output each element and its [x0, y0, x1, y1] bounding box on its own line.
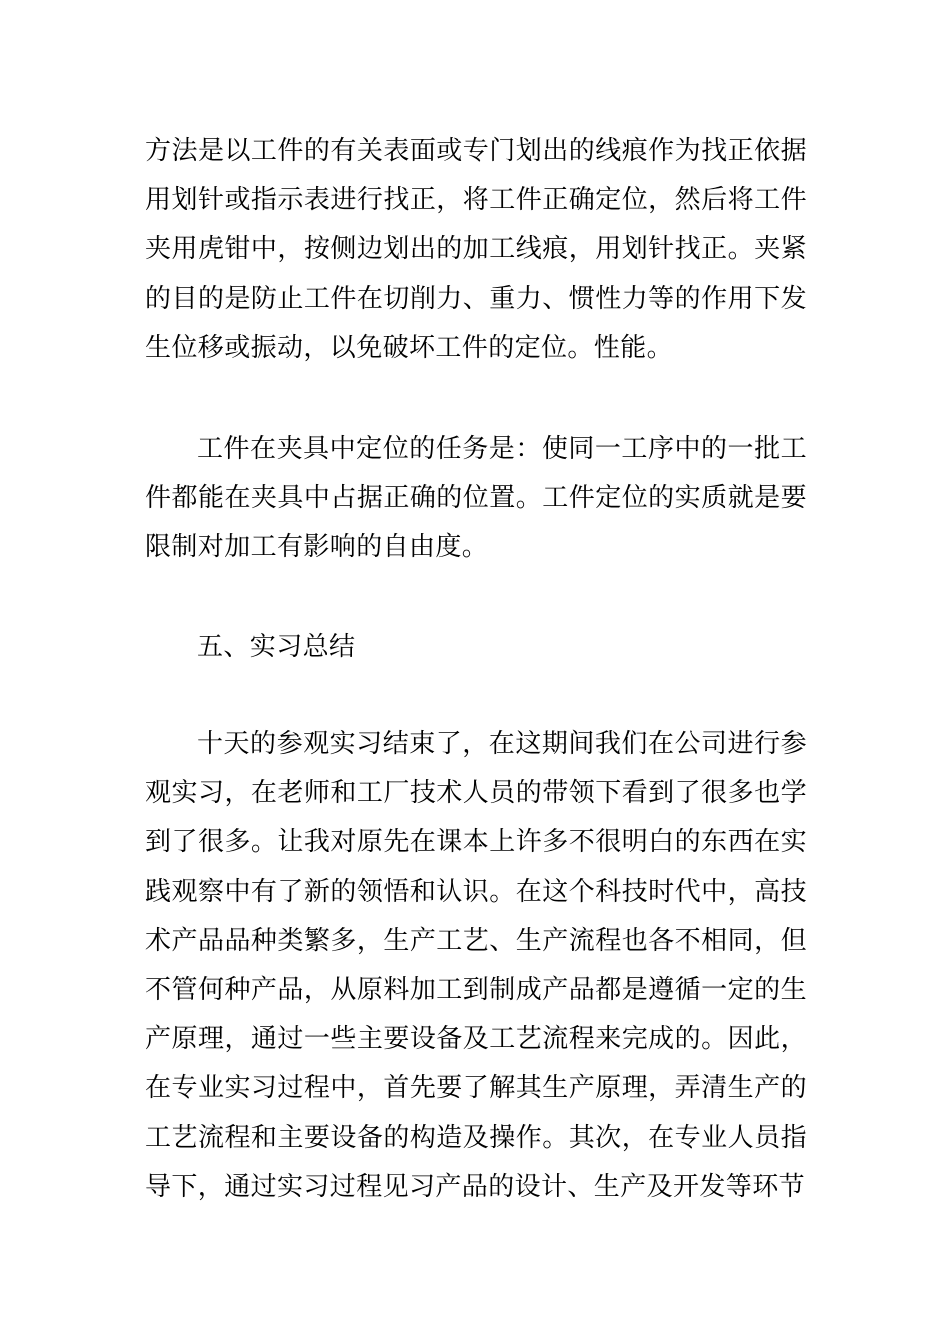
paragraph-fixture-task: 工件在夹具中定位的任务是：使同一工序中的一批工件都能在夹具中占据正确的位置。工件定位的实质就是要限制对加工有影响的自由度。	[145, 434, 807, 563]
paragraph-internship-summary: 十天的参观实习结束了，在这期间我们在公司进行参观实习，在老师和工厂技术人员的带领下看到了很多也学到了很多。让我对原先在课本上许多不很明白的东西在实践观察中有了新的领悟和认识。在这个科技时代中，高技术产品品种类繁多，生产工艺、生产流程也各不相同，但不管何种产品，从原料加工到制成产品都是遵循一定的生产原理，通过一些主要设备及工艺流程来完成的。因此，在专业实习过程中，首先要了解其生产原理，弄清生产的工艺流程和主要设备的构造及操作。其次，在专业人员指导下，通过实习过程见习产品的设计、生产及开发等环节	[145, 729, 807, 1202]
paragraph-positioning-method: 方法是以工件的有关表面或专门划出的线痕作为找正依据用划针或指示表进行找正，将工件正确定位，然后将工件夹用虎钳中，按侧边划出的加工线痕，用划针找正。夹紧的目的是防止工件在切削力、重力、惯性力等的作用下发生位移或振动，以免破坏工件的定位。性能。	[145, 136, 807, 363]
section-heading-summary: 五、实习总结	[197, 632, 356, 662]
